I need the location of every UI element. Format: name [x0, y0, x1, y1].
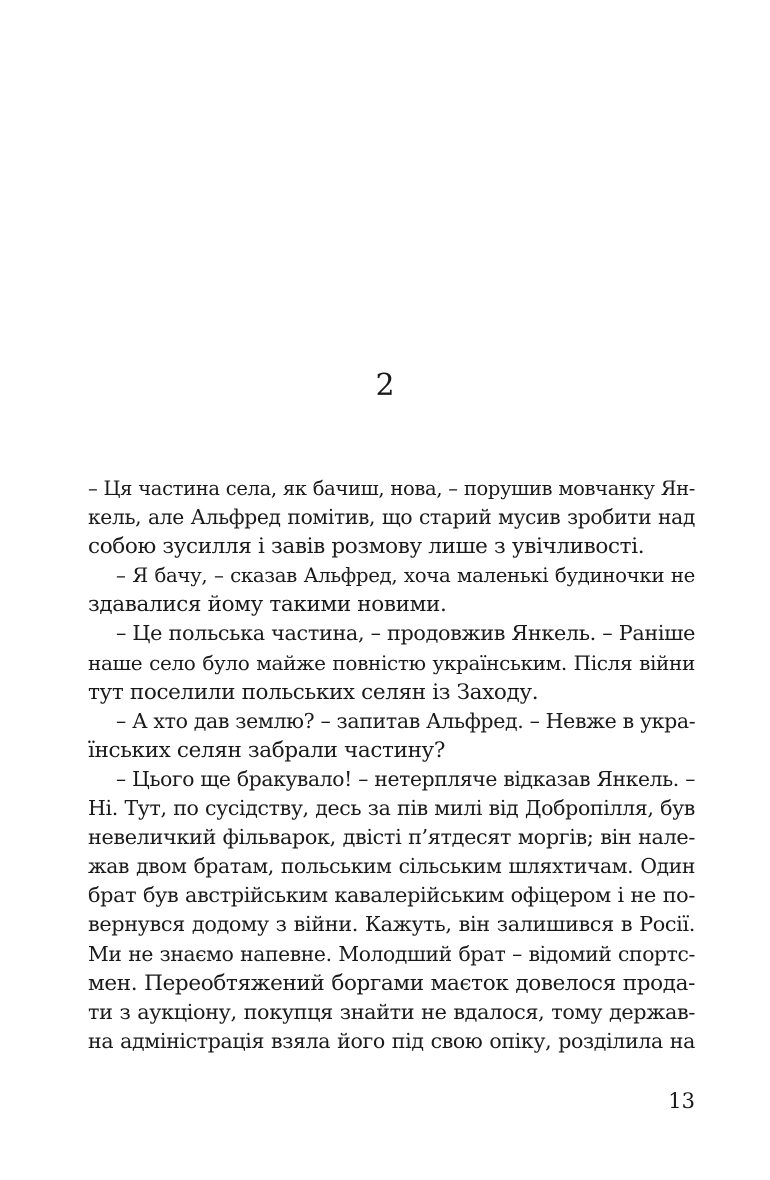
- body-text: [88, 474, 695, 1056]
- text-line: – Це польська частина, – продовжив Янкель. – Раніше: [116, 621, 695, 646]
- text-line: кель, але Альфред помітив, що старий мусив зробити над: [88, 505, 695, 530]
- paragraph: [88, 707, 695, 765]
- page-number: 13: [668, 1089, 695, 1113]
- text-line: – Я бачу, – сказав Альфред, хоча маленькі будиночки не: [116, 564, 695, 588]
- text-line: собою зусилля і завів розмову лише з увічливості.: [88, 534, 645, 560]
- text-line: вернувся додому з війни. Кажуть, він залишився в Росії.: [88, 912, 695, 937]
- text-line: Ми не знаємо напевне. Молодший брат – відомий спортс-: [88, 941, 695, 966]
- paragraph: [88, 561, 695, 619]
- text-line: – Ця частина села, як бачиш, нова, – порушив мовчанку Ян-: [88, 477, 695, 500]
- text-line: брат був австрійським кавалерійським офіцером і не по-: [88, 883, 695, 908]
- paragraph: [88, 765, 695, 1056]
- text-line: здавалися йому такими новими.: [88, 592, 447, 618]
- text-line: на адміністрація взяла його під свою опіку, розділила на: [88, 1028, 695, 1053]
- chapter-number: 2: [375, 368, 395, 403]
- text-line: тут поселили польських селян із Заходу.: [88, 679, 539, 705]
- text-line: Ні. Тут, по сусідству, десь за пів милі від Добропілля, був: [88, 796, 695, 821]
- paragraph: [88, 619, 695, 706]
- text-line: ти з аукціону, покупця знайти не вдалося, тому держав-: [88, 999, 695, 1024]
- text-line: жав двом братам, польським сільським шляхтичам. Один: [88, 854, 695, 879]
- text-line: мен. Переобтяжений боргами маєток довелося прода-: [88, 970, 695, 996]
- text-line: їнських селян забрали частину?: [88, 737, 446, 763]
- text-line: – А хто дав землю? – запитав Альфред. – Невже в укра-: [116, 708, 696, 733]
- paragraph: [88, 474, 695, 561]
- text-line: невеличкий фільварок, двісті п’ятдесят моргів; він нале-: [88, 825, 695, 850]
- text-line: наше село було майже повністю українським. Після війни: [88, 650, 695, 675]
- text-line: – Цього ще бракувало! – нетерпляче відказав Янкель. –: [116, 766, 695, 791]
